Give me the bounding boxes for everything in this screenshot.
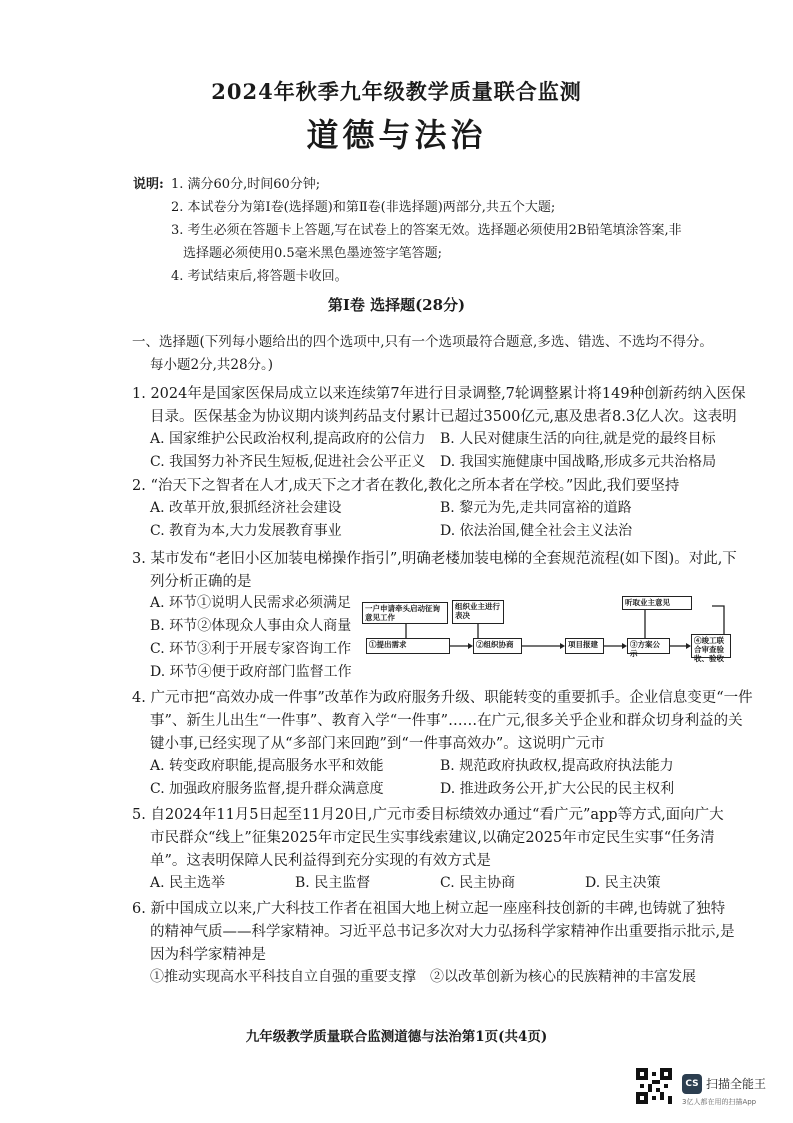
question-5-text: 5. 自2024年11月5日起至11月20日,广元市委目标绩效办通过“看广元”app等方式,面向广大 (132, 807, 724, 823)
notes-label: 说明: (133, 177, 164, 192)
question-6-text: 6. 新中国成立以来,广大科技工作者在祖国大地上树立起一座座科技创新的丰碑,也铸就了独特 (132, 901, 726, 917)
question-1-text: 目录。医保基金为协议期内谈判药品支付累计已超过3500亿元,惠及患者8.3亿人次。这表明 (150, 409, 737, 425)
scanner-app-tagline: 3亿人都在用的扫描App (682, 1098, 757, 1106)
part-instruction: 一、选择题(下列每小题给出的四个选项中,只有一个选项最符合题意,多选、错选、不选均不得分。 (132, 334, 713, 350)
exam-title: 2024年秋季九年级教学质量联合监测 (211, 79, 582, 104)
question-5-text: 市民群众“线上”征集2025年市定民生实事线索建议,以确定2025年市定民生实事“任务清 (150, 830, 715, 846)
question-1-option-c: C. 我国努力补齐民生短板,促进社会公平正义 (150, 454, 426, 470)
question-6-statement-1: ①推动实现高水平科技自立自强的重要支撑 (150, 969, 416, 985)
flow-top-box: 听取业主意见 (622, 596, 692, 610)
question-3-option-b: B. 环节②体现众人事由众人商量 (150, 618, 352, 634)
question-5-text: 单”。这表明保障人民利益得到充分实现的有效方式是 (150, 853, 491, 869)
question-4-text: 4. 广元市把“高效办成一件事”改革作为政府服务升级、职能转变的重要抓手。企业信息变更“一件 (132, 690, 753, 706)
question-4-option-c: C. 加强政府服务监督,提升群众满意度 (150, 781, 384, 797)
question-1-text: 1. 2024年是国家医保局成立以来连续第7年进行目录调整,7轮调整累计将149种创新药纳入医保 (132, 386, 746, 402)
question-6-statement-2: ②以改革创新为核心的民族精神的丰富发展 (430, 969, 696, 985)
question-3-text: 3. 某市发布“老旧小区加装电梯操作指引”,明确老楼加装电梯的全套规范流程(如下图)。对此,下 (132, 551, 737, 567)
question-5-option-b: B. 民主监督 (295, 875, 371, 891)
question-2-option-d: D. 依法治国,健全社会主义法治 (440, 523, 633, 539)
flow-top-box: 一户申请牵头启动征询意见工作 (362, 602, 448, 624)
question-2-text: 2. “治天下之智者在人才,成天下之才者在教化,教化之所本者在学校。”因此,我们要坚持 (132, 478, 680, 494)
flow-step: ②组织协商 (473, 638, 522, 654)
question-2-option-a: A. 改革开放,狠抓经济社会建设 (150, 500, 342, 516)
flow-step: ①提出需求 (366, 638, 450, 654)
page-footer: 九年级教学质量联合监测道德与法治第1页(共4页) (245, 1029, 548, 1045)
part-instruction: 每小题2分,共28分。) (150, 357, 274, 373)
question-4-text: 事”、新生儿出生“一件事”、教育入学“一件事”……在广元,很多关乎企业和群众切身利益的关 (150, 713, 743, 729)
question-4-option-b: B. 规范政府执政权,提高政府执法能力 (440, 758, 674, 774)
question-4-text: 键小事,已经实现了从“多部门来回跑”到“一件事高效办”。这说明广元市 (150, 736, 605, 752)
question-4-option-a: A. 转变政府职能,提高服务水平和效能 (150, 758, 384, 774)
question-2-option-c: C. 教育为本,大力发展教育事业 (150, 523, 342, 539)
note-item: 3. 考生必须在答题卡上答题,写在试卷上的答案无效。选择题必须使用2B铅笔填涂答案,非 (171, 223, 682, 238)
question-1-option-b: B. 人民对健康生活的向往,就是党的最终目标 (440, 431, 716, 447)
subject-title: 道德与法治 (306, 116, 487, 154)
flow-step: ④竣工联合审查验收、验收 (691, 634, 731, 658)
question-3-option-a: A. 环节①说明人民需求必须满足 (150, 595, 352, 611)
question-3-text: 列分析正确的是 (150, 574, 252, 590)
question-2-option-b: B. 黎元为先,走共同富裕的道路 (440, 500, 632, 516)
question-1-option-d: D. 我国实施健康中国战略,形成多元共治格局 (440, 454, 717, 470)
scanner-app-name: 扫描全能王 (706, 1077, 767, 1091)
question-5-option-d: D. 民主决策 (585, 875, 661, 891)
question-5-option-a: A. 民主选举 (150, 875, 226, 891)
question-4-option-d: D. 推进政务公开,扩大公民的民主权利 (440, 781, 675, 797)
flow-top-box: 组织业主进行表决 (452, 600, 504, 624)
question-3-option-c: C. 环节③利于开展专家咨询工作 (150, 641, 352, 657)
question-5-option-c: C. 民主协商 (440, 875, 516, 891)
question-6-text: 因为科学家精神是 (150, 947, 266, 963)
process-flowchart (360, 588, 732, 678)
flow-step: ③方案公示 (627, 638, 670, 654)
camscanner-logo-icon: CS (682, 1074, 702, 1094)
note-item: 2. 本试卷分为第Ⅰ卷(选择题)和第Ⅱ卷(非选择题)两部分,共五个大题; (171, 200, 556, 215)
section-title: 第Ⅰ卷 选择题(28分) (327, 296, 466, 314)
question-1-option-a: A. 国家维护公民政治权利,提高政府的公信力 (150, 431, 426, 447)
question-3-option-d: D. 环节④便于政府部门监督工作 (150, 664, 352, 680)
note-item: 选择题必须使用0.5毫米黑色墨迹签字笔答题; (183, 246, 443, 261)
note-item: 4. 考试结束后,将答题卡收回。 (171, 269, 348, 284)
question-6-text: 的精神气质——科学家精神。习近平总书记多次对大力弘扬科学家精神作出重要指示批示,是 (150, 924, 735, 940)
flow-step: 项目报建 (565, 638, 604, 654)
note-item: 1. 满分60分,时间60分钟; (171, 177, 321, 192)
qr-code-icon (636, 1068, 672, 1104)
